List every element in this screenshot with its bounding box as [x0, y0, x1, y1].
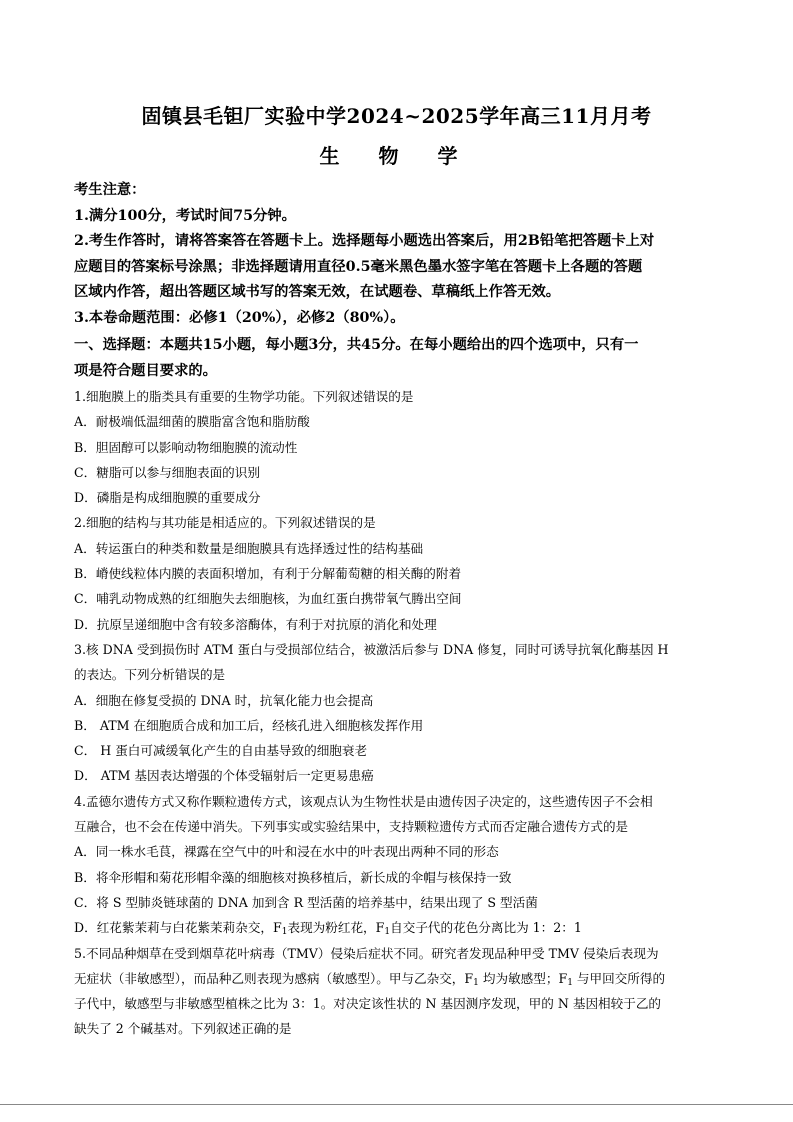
question-stem: 5.不同品种烟草在受到烟草花叶病毒（TMV）侵染后症状不同。研究者发现品种甲受 TMV 侵染后表现为 — [74, 945, 659, 961]
option-d: D．抗原呈递细胞中含有较多溶酶体，有利于对抗原的消化和处理 — [74, 616, 437, 632]
question-4 — [74, 789, 722, 941]
notice-heading: 考生注意： — [74, 182, 146, 198]
question-stem: 4.孟德尔遗传方式又称作颗粒遗传方式，该观点认为生物性状是由遗传因子决定的，这些遗传因子不会相 — [74, 793, 653, 809]
notice-item: 3.本卷命题范围：必修1（20%），必修2（80%）。 — [74, 309, 405, 326]
option-d: D．磷脂是构成细胞膜的重要成分 — [74, 490, 261, 506]
question-stem: 1.细胞膜上的脂类具有重要的生物学功能。下列叙述错误的是 — [74, 389, 414, 404]
question-stem: 子代中，敏感型与非敏感型植株之比为 3：1。对决定该性状的 N 基因测序发现，甲的 N 基因相较于乙的 — [74, 996, 662, 1012]
option-b: B． ATM 在细胞质合成和加工后，经核孔进入细胞核发挥作用 — [74, 717, 424, 733]
text-run: 与甲回交所得的 — [572, 970, 666, 986]
option-c: C．糖脂可以参与细胞表面的识别 — [74, 464, 260, 480]
text-run: 自交子代的花色分离比为 1：2：1 — [390, 920, 582, 936]
question-3 — [74, 637, 722, 789]
question-5 — [74, 941, 722, 1042]
option-a: A．细胞在修复受损的 DNA 时，抗氧化能力也会提高 — [74, 692, 374, 708]
question-stem: 缺失了 2 个碱基对。下列叙述正确的是 — [74, 1021, 292, 1037]
question-stem: 2.细胞的结构与其功能是相适应的。下列叙述错误的是 — [74, 515, 376, 531]
section-heading — [74, 333, 722, 384]
option-c: C． H 蛋白可减缓氧化产生的自由基导致的细胞衰老 — [74, 743, 368, 759]
section-heading-line: 项是符合题目要求的。 — [74, 362, 217, 379]
option-a: A．同一株水毛茛，裸露在空气中的叶和浸在水中的叶表现出两种不同的形态 — [74, 844, 499, 860]
subscript: 1 — [281, 927, 288, 938]
option-b: B．胆固醇可以影响动物细胞膜的流动性 — [74, 439, 298, 455]
text-run: D．红花紫茉莉与白花紫茉莉杂交，F — [74, 920, 282, 936]
question-stem — [74, 966, 722, 991]
notice-item: 1.满分100分，考试时间75分钟。 — [74, 207, 296, 224]
option-a: A．转运蛋白的种类和数量是细胞膜具有选择透过性的结构基础 — [74, 540, 424, 556]
exam-title: 固镇县毛钽厂实验中学2024~2025学年高三11月月考 — [141, 104, 652, 128]
option-c: C．哺乳动物成熟的红细胞失去细胞核，为血红蛋白携带氧气腾出空间 — [74, 591, 462, 607]
question-stem: 互融合，也不会在传递中消失。下列事实或实验结果中，支持颗粒遗传方式而否定融合遗传方式的是 — [74, 819, 629, 835]
question-stem: 的表达。下列分析错误的是 — [74, 667, 226, 683]
exam-content — [74, 178, 722, 1042]
question-1 — [74, 384, 722, 510]
option-a: A．耐极端低温细菌的膜脂富含饱和脂肪酸 — [74, 414, 310, 430]
section-heading-line: 一、选择题：本题共15小题，每小题3分，共45分。在每小题给出的四个选项中，只有一 — [74, 337, 639, 353]
notice-item: 应题目的答案标号涂黑；非选择题请用直径0.5毫米黑色墨水签字笔在答题卡上各题的答题 — [74, 258, 643, 275]
option-b: B．嵴使线粒体内膜的表面积增加，有利于分解葡萄糖的相关酶的附着 — [74, 566, 462, 582]
text-run: 均为敏感型；F — [478, 970, 568, 986]
text-run: 表现为粉红花，F — [287, 920, 385, 936]
bottom-divider — [0, 1104, 793, 1105]
subject-title: 生 物 学 — [319, 144, 474, 168]
notice-section — [74, 178, 722, 331]
question-stem: 3.核 DNA 受到损伤时 ATM 蛋白与受损部位结合，被激活后参与 DNA 修复，同时可诱导抗氧化酶基因 H — [74, 641, 669, 657]
question-2 — [74, 510, 722, 636]
option-d: D． ATM 基因表达增强的个体受辐射后一定更易患癌 — [74, 768, 374, 784]
option-d — [74, 915, 722, 940]
subscript: 1 — [384, 927, 391, 938]
option-c: C．将 S 型肺炎链球菌的 DNA 加到含 R 型活菌的培养基中，结果出现了 S 型活菌 — [74, 894, 538, 910]
notice-item: 2.考生作答时，请将答案答在答题卡上。选择题每小题选出答案后，用2B铅笔把答题卡上对 — [74, 233, 655, 249]
subscript: 1 — [473, 977, 479, 988]
notice-item: 区域内作答，超出答题区域书写的答案无效，在试题卷、草稿纸上作答无效。 — [74, 284, 561, 300]
option-b: B．将伞形帽和菊花形帽伞藻的细胞核对换移植后，新长成的伞帽与核保持一致 — [74, 869, 512, 885]
text-run: 无症状（非敏感型），而品种乙则表现为感病（敏感型）。甲与乙杂交，F — [74, 970, 474, 986]
subscript: 1 — [567, 977, 573, 988]
